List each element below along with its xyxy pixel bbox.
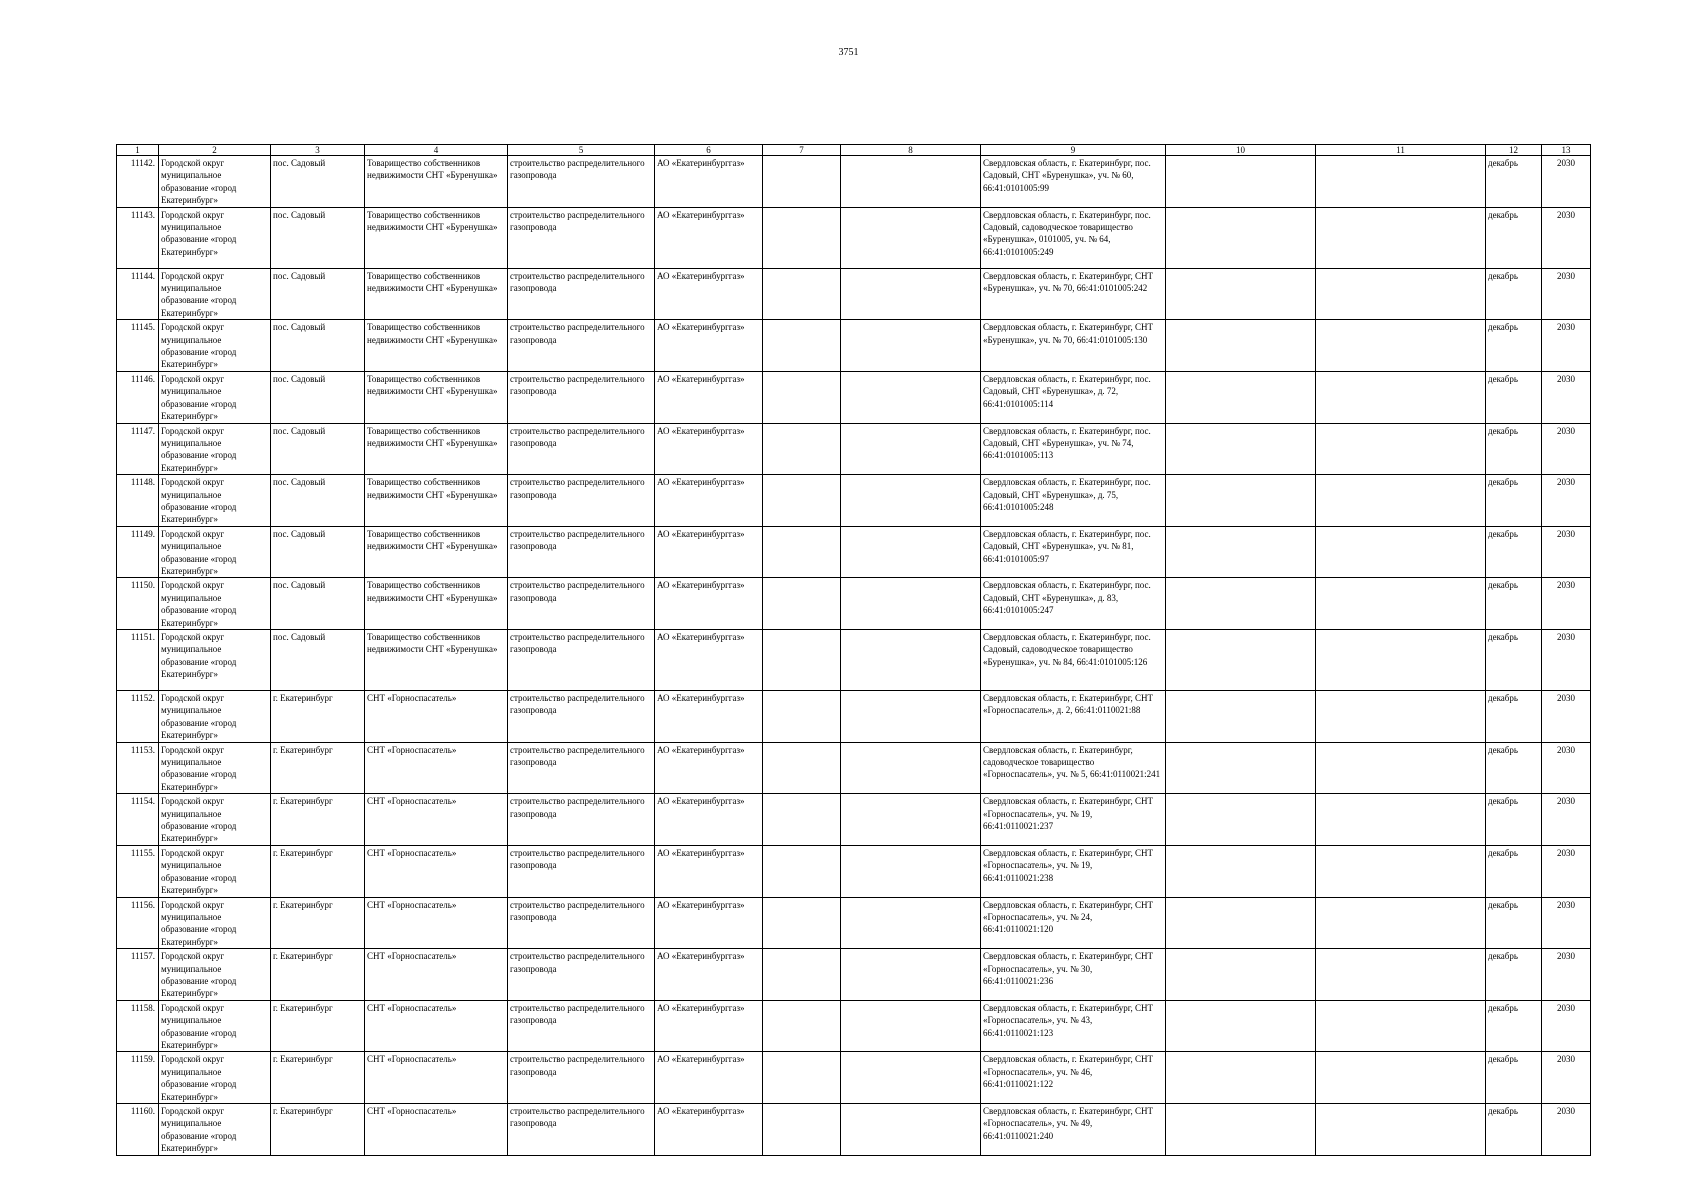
table-row [117,794,1591,846]
column-8-cell [841,897,981,949]
column-7-cell [763,156,841,208]
year-cell: 2030 [1542,371,1591,423]
settlement-cell: пос. Садовый [271,320,365,372]
year-cell: 2030 [1542,423,1591,475]
address-cell: Свердловская область, г. Екатеринбург, СНТ «Горноспасатель», уч. № 43, 66:41:0110021:123 [981,1000,1166,1052]
row-number-cell: 11146. [117,371,159,423]
month-cell: декабрь [1486,320,1542,372]
address-cell: Свердловская область, г. Екатеринбург, пос. Садовый, СНТ «Буренушка», уч. № 74, 66:41:0101005:113 [981,423,1166,475]
column-11-cell [1316,268,1486,320]
column-11-cell [1316,1000,1486,1052]
row-number-cell: 11145. [117,320,159,372]
month-cell: декабрь [1486,207,1542,268]
address-cell: Свердловская область, г. Екатеринбург, СНТ «Горноспасатель», уч. № 24, 66:41:0110021:120 [981,897,1166,949]
executor-cell: АО «Екатеринбурггаз» [655,949,763,1001]
row-number-cell: 11142. [117,156,159,208]
row-number-cell: 11151. [117,630,159,691]
column-header: 7 [763,145,841,156]
column-7-cell [763,630,841,691]
column-11-cell [1316,320,1486,372]
column-7-cell [763,475,841,527]
table-row [117,320,1591,372]
executor-cell: АО «Екатеринбурггаз» [655,630,763,691]
column-header: 8 [841,145,981,156]
month-cell: декабрь [1486,845,1542,897]
year-cell: 2030 [1542,742,1591,794]
column-11-cell [1316,1052,1486,1104]
settlement-cell: пос. Садовый [271,475,365,527]
column-8-cell [841,742,981,794]
row-number-cell: 11150. [117,578,159,630]
work-type-cell: строительство распределительного газопровода [508,794,655,846]
settlement-cell: пос. Садовый [271,268,365,320]
executor-cell: АО «Екатеринбурггаз» [655,794,763,846]
column-7-cell [763,578,841,630]
column-10-cell [1166,578,1316,630]
column-8-cell [841,207,981,268]
column-8-cell [841,1000,981,1052]
executor-cell: АО «Екатеринбурггаз» [655,156,763,208]
address-cell: Свердловская область, г. Екатеринбург, пос. Садовый, СНТ «Буренушка», уч. № 60, 66:41:0101005:99 [981,156,1166,208]
table-row [117,578,1591,630]
municipality-cell: Городской округ муниципальное образование «город Екатеринбург» [159,371,271,423]
month-cell: декабрь [1486,949,1542,1001]
settlement-cell: пос. Садовый [271,207,365,268]
executor-cell: АО «Екатеринбурггаз» [655,526,763,578]
address-cell: Свердловская область, г. Екатеринбург, пос. Садовый, садоводческое товарищество «Буренушка», уч. № 84, 66:41:0101005:126 [981,630,1166,691]
column-7-cell [763,1000,841,1052]
settlement-cell: г. Екатеринбург [271,742,365,794]
address-cell: Свердловская область, г. Екатеринбург, пос. Садовый, СНТ «Буренушка», уч. № 81, 66:41:0101005:97 [981,526,1166,578]
organization-cell: Товарищество собственников недвижимости СНТ «Буренушка» [365,268,508,320]
municipality-cell: Городской округ муниципальное образование «город Екатеринбург» [159,949,271,1001]
column-10-cell [1166,320,1316,372]
year-cell: 2030 [1542,949,1591,1001]
settlement-cell: г. Екатеринбург [271,1000,365,1052]
organization-cell: Товарищество собственников недвижимости СНТ «Буренушка» [365,630,508,691]
executor-cell: АО «Екатеринбурггаз» [655,268,763,320]
column-8-cell [841,1052,981,1104]
work-type-cell: строительство распределительного газопровода [508,1000,655,1052]
table-row [117,423,1591,475]
organization-cell: СНТ «Горноспасатель» [365,742,508,794]
month-cell: декабрь [1486,691,1542,743]
month-cell: декабрь [1486,578,1542,630]
executor-cell: АО «Екатеринбурггаз» [655,845,763,897]
settlement-cell: г. Екатеринбург [271,794,365,846]
column-8-cell [841,691,981,743]
column-header: 4 [365,145,508,156]
work-type-cell: строительство распределительного газопровода [508,1052,655,1104]
work-type-cell: строительство распределительного газопровода [508,578,655,630]
address-cell: Свердловская область, г. Екатеринбург, пос. Садовый, садоводческое товарищество «Буренушка», 0101005, уч. № 64, 66:41:0101005:249 [981,207,1166,268]
column-10-cell [1166,156,1316,208]
column-7-cell [763,794,841,846]
column-10-cell [1166,475,1316,527]
settlement-cell: пос. Садовый [271,371,365,423]
column-header: 1 [117,145,159,156]
address-cell: Свердловская область, г. Екатеринбург, СНТ «Горноспасатель», уч. № 19, 66:41:0110021:237 [981,794,1166,846]
month-cell: декабрь [1486,897,1542,949]
table-row [117,630,1591,691]
executor-cell: АО «Екатеринбурггаз» [655,207,763,268]
column-8-cell [841,423,981,475]
executor-cell: АО «Екатеринбурггаз» [655,1104,763,1156]
column-10-cell [1166,794,1316,846]
settlement-cell: пос. Садовый [271,156,365,208]
year-cell: 2030 [1542,630,1591,691]
column-11-cell [1316,475,1486,527]
municipality-cell: Городской округ муниципальное образование «город Екатеринбург» [159,794,271,846]
address-cell: Свердловская область, г. Екатеринбург, СНТ «Горноспасатель», уч. № 30, 66:41:0110021:236 [981,949,1166,1001]
year-cell: 2030 [1542,1052,1591,1104]
table-row [117,371,1591,423]
table-body [117,156,1591,1156]
table-row [117,268,1591,320]
organization-cell: СНТ «Горноспасатель» [365,1104,508,1156]
column-7-cell [763,949,841,1001]
work-type-cell: строительство распределительного газопровода [508,691,655,743]
year-cell: 2030 [1542,1000,1591,1052]
column-11-cell [1316,371,1486,423]
column-11-cell [1316,578,1486,630]
column-10-cell [1166,371,1316,423]
municipality-cell: Городской округ муниципальное образование «город Екатеринбург» [159,742,271,794]
year-cell: 2030 [1542,578,1591,630]
organization-cell: Товарищество собственников недвижимости СНТ «Буренушка» [365,526,508,578]
work-type-cell: строительство распределительного газопровода [508,897,655,949]
executor-cell: АО «Екатеринбурггаз» [655,1000,763,1052]
column-7-cell [763,268,841,320]
executor-cell: АО «Екатеринбурггаз» [655,742,763,794]
table-row [117,1052,1591,1104]
row-number-cell: 11158. [117,1000,159,1052]
organization-cell: СНТ «Горноспасатель» [365,897,508,949]
table-row [117,691,1591,743]
settlement-cell: г. Екатеринбург [271,691,365,743]
municipality-cell: Городской округ муниципальное образование «город Екатеринбург» [159,423,271,475]
municipality-cell: Городской округ муниципальное образование «город Екатеринбург» [159,207,271,268]
address-cell: Свердловская область, г. Екатеринбург, СНТ «Горноспасатель», уч. № 49, 66:41:0110021:240 [981,1104,1166,1156]
address-cell: Свердловская область, г. Екатеринбург, пос. Садовый, СНТ «Буренушка», д. 75, 66:41:0101005:248 [981,475,1166,527]
column-8-cell [841,630,981,691]
table-row [117,475,1591,527]
column-10-cell [1166,742,1316,794]
work-type-cell: строительство распределительного газопровода [508,423,655,475]
municipality-cell: Городской округ муниципальное образование «город Екатеринбург» [159,897,271,949]
column-8-cell [841,578,981,630]
work-type-cell: строительство распределительного газопровода [508,742,655,794]
table-row [117,1000,1591,1052]
table-row [117,526,1591,578]
month-cell: декабрь [1486,1000,1542,1052]
organization-cell: Товарищество собственников недвижимости СНТ «Буренушка» [365,423,508,475]
column-11-cell [1316,423,1486,475]
row-number-cell: 11152. [117,691,159,743]
organization-cell: Товарищество собственников недвижимости СНТ «Буренушка» [365,371,508,423]
column-8-cell [841,794,981,846]
address-cell: Свердловская область, г. Екатеринбург, СНТ «Горноспасатель», уч. № 19, 66:41:0110021:238 [981,845,1166,897]
column-11-cell [1316,156,1486,208]
column-11-cell [1316,742,1486,794]
column-11-cell [1316,1104,1486,1156]
address-cell: Свердловская область, г. Екатеринбург, пос. Садовый, СНТ «Буренушка», д. 72, 66:41:0101005:114 [981,371,1166,423]
column-11-cell [1316,897,1486,949]
table-row [117,845,1591,897]
settlement-cell: пос. Садовый [271,630,365,691]
column-7-cell [763,320,841,372]
row-number-cell: 11155. [117,845,159,897]
address-cell: Свердловская область, г. Екатеринбург, СНТ «Буренушка», уч. № 70, 66:41:0101005:242 [981,268,1166,320]
column-7-cell [763,1052,841,1104]
table-row [117,742,1591,794]
column-10-cell [1166,526,1316,578]
year-cell: 2030 [1542,526,1591,578]
organization-cell: СНТ «Горноспасатель» [365,845,508,897]
year-cell: 2030 [1542,320,1591,372]
table-row [117,897,1591,949]
row-number-cell: 11159. [117,1052,159,1104]
settlement-cell: г. Екатеринбург [271,949,365,1001]
organization-cell: СНТ «Горноспасатель» [365,1000,508,1052]
executor-cell: АО «Екатеринбурггаз» [655,578,763,630]
row-number-cell: 11156. [117,897,159,949]
column-10-cell [1166,207,1316,268]
month-cell: декабрь [1486,742,1542,794]
month-cell: декабрь [1486,423,1542,475]
column-11-cell [1316,691,1486,743]
row-number-cell: 11148. [117,475,159,527]
table-row [117,207,1591,268]
work-type-cell: строительство распределительного газопровода [508,207,655,268]
municipality-cell: Городской округ муниципальное образование «город Екатеринбург» [159,1052,271,1104]
year-cell: 2030 [1542,1104,1591,1156]
year-cell: 2030 [1542,691,1591,743]
column-7-cell [763,897,841,949]
column-8-cell [841,845,981,897]
row-number-cell: 11144. [117,268,159,320]
column-header: 11 [1316,145,1486,156]
municipality-cell: Городской округ муниципальное образование «город Екатеринбург» [159,578,271,630]
column-10-cell [1166,897,1316,949]
municipality-cell: Городской округ муниципальное образование «город Екатеринбург» [159,268,271,320]
month-cell: декабрь [1486,1104,1542,1156]
municipality-cell: Городской округ муниципальное образование «город Екатеринбург» [159,845,271,897]
month-cell: декабрь [1486,371,1542,423]
year-cell: 2030 [1542,845,1591,897]
organization-cell: СНТ «Горноспасатель» [365,794,508,846]
column-7-cell [763,526,841,578]
work-type-cell: строительство распределительного газопровода [508,268,655,320]
organization-cell: Товарищество собственников недвижимости СНТ «Буренушка» [365,475,508,527]
column-11-cell [1316,526,1486,578]
page-number: 3751 [838,47,859,58]
municipality-cell: Городской округ муниципальное образование «город Екатеринбург» [159,630,271,691]
month-cell: декабрь [1486,526,1542,578]
month-cell: декабрь [1486,1052,1542,1104]
municipality-cell: Городской округ муниципальное образование «город Екатеринбург» [159,156,271,208]
column-10-cell [1166,1052,1316,1104]
column-10-cell [1166,845,1316,897]
work-type-cell: строительство распределительного газопровода [508,1104,655,1156]
year-cell: 2030 [1542,897,1591,949]
row-number-cell: 11149. [117,526,159,578]
month-cell: декабрь [1486,475,1542,527]
column-8-cell [841,156,981,208]
row-number-cell: 11153. [117,742,159,794]
column-7-cell [763,1104,841,1156]
column-7-cell [763,371,841,423]
column-8-cell [841,1104,981,1156]
work-type-cell: строительство распределительного газопровода [508,949,655,1001]
settlement-cell: г. Екатеринбург [271,1104,365,1156]
executor-cell: АО «Екатеринбурггаз» [655,897,763,949]
row-number-cell: 11147. [117,423,159,475]
address-cell: Свердловская область, г. Екатеринбург, СНТ «Горноспасатель», уч. № 46, 66:41:0110021:122 [981,1052,1166,1104]
column-header: 13 [1542,145,1591,156]
month-cell: декабрь [1486,268,1542,320]
work-type-cell: строительство распределительного газопровода [508,630,655,691]
column-10-cell [1166,268,1316,320]
settlement-cell: г. Екатеринбург [271,1052,365,1104]
column-8-cell [841,949,981,1001]
organization-cell: СНТ «Горноспасатель» [365,691,508,743]
column-header: 6 [655,145,763,156]
year-cell: 2030 [1542,207,1591,268]
column-7-cell [763,207,841,268]
executor-cell: АО «Екатеринбурггаз» [655,475,763,527]
settlement-cell: пос. Садовый [271,578,365,630]
settlement-cell: г. Екатеринбург [271,897,365,949]
organization-cell: Товарищество собственников недвижимости СНТ «Буренушка» [365,156,508,208]
municipality-cell: Городской округ муниципальное образование «город Екатеринбург» [159,475,271,527]
year-cell: 2030 [1542,156,1591,208]
row-number-cell: 11157. [117,949,159,1001]
settlement-cell: г. Екатеринбург [271,845,365,897]
settlement-cell: пос. Садовый [271,526,365,578]
column-10-cell [1166,1000,1316,1052]
month-cell: декабрь [1486,794,1542,846]
column-8-cell [841,268,981,320]
column-11-cell [1316,630,1486,691]
column-10-cell [1166,1104,1316,1156]
work-type-cell: строительство распределительного газопровода [508,371,655,423]
organization-cell: Товарищество собственников недвижимости СНТ «Буренушка» [365,578,508,630]
work-type-cell: строительство распределительного газопровода [508,845,655,897]
work-type-cell: строительство распределительного газопровода [508,475,655,527]
row-number-cell: 11154. [117,794,159,846]
month-cell: декабрь [1486,156,1542,208]
executor-cell: АО «Екатеринбурггаз» [655,423,763,475]
settlement-cell: пос. Садовый [271,423,365,475]
column-11-cell [1316,845,1486,897]
municipality-cell: Городской округ муниципальное образование «город Екатеринбург» [159,1104,271,1156]
address-cell: Свердловская область, г. Екатеринбург, пос. Садовый, СНТ «Буренушка», д. 83, 66:41:0101005:247 [981,578,1166,630]
executor-cell: АО «Екатеринбурггаз» [655,371,763,423]
column-8-cell [841,371,981,423]
column-10-cell [1166,630,1316,691]
executor-cell: АО «Екатеринбурггаз» [655,691,763,743]
column-10-cell [1166,423,1316,475]
executor-cell: АО «Екатеринбурггаз» [655,1052,763,1104]
municipality-cell: Городской округ муниципальное образование «город Екатеринбург» [159,320,271,372]
row-number-cell: 11160. [117,1104,159,1156]
column-7-cell [763,423,841,475]
work-type-cell: строительство распределительного газопровода [508,156,655,208]
column-header: 12 [1486,145,1542,156]
column-7-cell [763,742,841,794]
column-11-cell [1316,207,1486,268]
registry-table [116,144,1591,1156]
column-11-cell [1316,794,1486,846]
table-row [117,156,1591,208]
header-row [117,145,1591,156]
column-header: 10 [1166,145,1316,156]
organization-cell: Товарищество собственников недвижимости СНТ «Буренушка» [365,320,508,372]
work-type-cell: строительство распределительного газопровода [508,526,655,578]
column-header: 5 [508,145,655,156]
column-11-cell [1316,949,1486,1001]
organization-cell: Товарищество собственников недвижимости СНТ «Буренушка» [365,207,508,268]
column-header: 2 [159,145,271,156]
organization-cell: СНТ «Горноспасатель» [365,949,508,1001]
municipality-cell: Городской округ муниципальное образование «город Екатеринбург» [159,526,271,578]
column-7-cell [763,691,841,743]
work-type-cell: строительство распределительного газопровода [508,320,655,372]
municipality-cell: Городской округ муниципальное образование «город Екатеринбург» [159,691,271,743]
column-10-cell [1166,691,1316,743]
column-10-cell [1166,949,1316,1001]
column-header: 3 [271,145,365,156]
column-8-cell [841,475,981,527]
table-row [117,1104,1591,1156]
column-header: 9 [981,145,1166,156]
month-cell: декабрь [1486,630,1542,691]
address-cell: Свердловская область, г. Екатеринбург, СНТ «Горноспасатель», д. 2, 66:41:0110021:88 [981,691,1166,743]
year-cell: 2030 [1542,475,1591,527]
column-8-cell [841,526,981,578]
municipality-cell: Городской округ муниципальное образование «город Екатеринбург» [159,1000,271,1052]
year-cell: 2030 [1542,268,1591,320]
year-cell: 2030 [1542,794,1591,846]
organization-cell: СНТ «Горноспасатель» [365,1052,508,1104]
address-cell: Свердловская область, г. Екатеринбург, СНТ «Буренушка», уч. № 70, 66:41:0101005:130 [981,320,1166,372]
row-number-cell: 11143. [117,207,159,268]
table-row [117,949,1591,1001]
column-7-cell [763,845,841,897]
address-cell: Свердловская область, г. Екатеринбург, садоводческое товарищество «Горноспасатель», уч. № 5, 66:41:0110021:241 [981,742,1166,794]
executor-cell: АО «Екатеринбурггаз» [655,320,763,372]
column-8-cell [841,320,981,372]
